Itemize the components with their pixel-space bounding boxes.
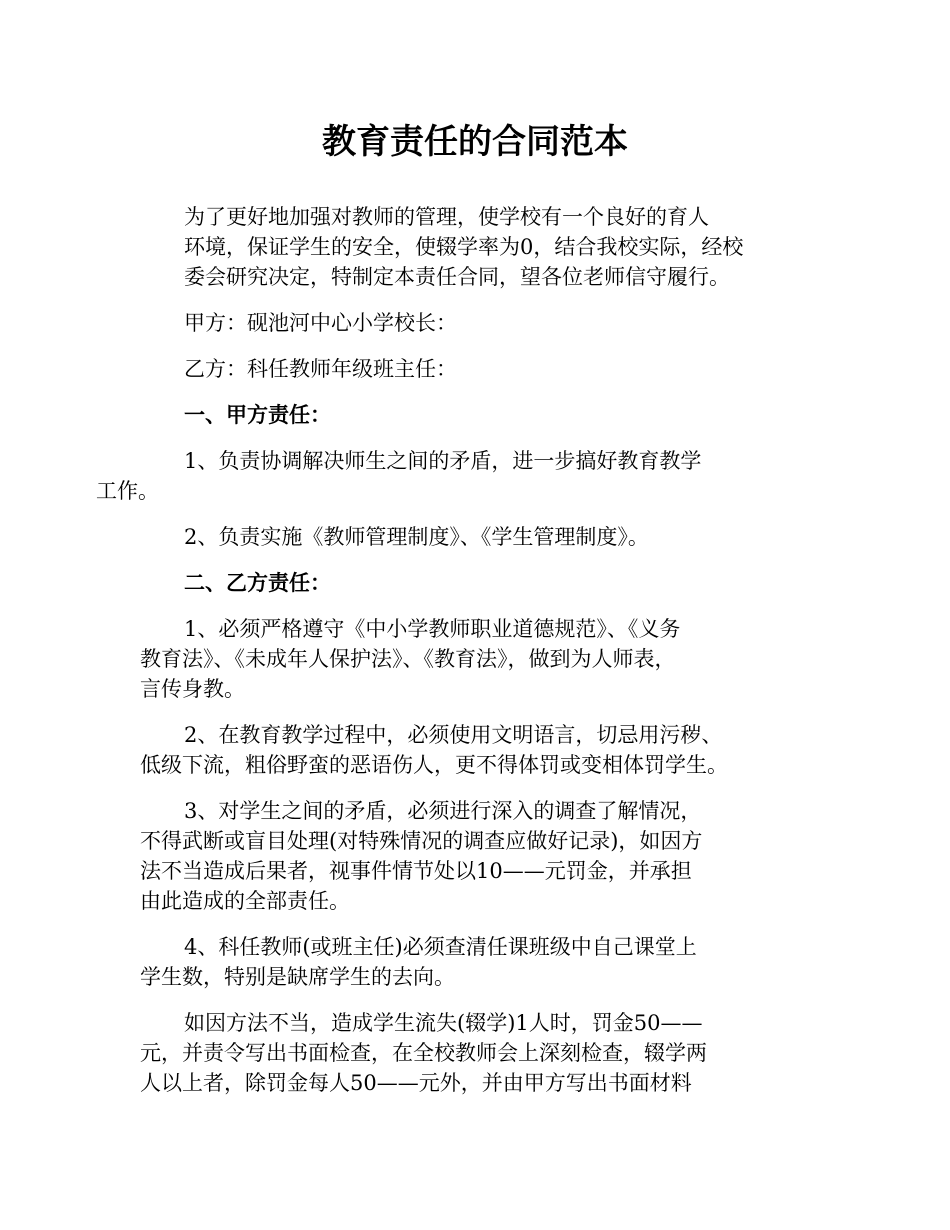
- party-b-line: [140, 354, 830, 384]
- document-body: [96, 202, 830, 1114]
- text-line: 法不当造成后果者，视事件情节处以10——元罚金，并承担: [140, 859, 692, 883]
- text-line: 委会研究决定，特制定本责任合同，望各位老师信守履行。: [184, 265, 730, 289]
- text-line: 元，并责令写出书面检查，在全校教师会上深刻检查，辍学两: [140, 1041, 707, 1065]
- text-line: 不得武断或盲目处理(对特殊情况的调查应做好记录)，如因方: [140, 829, 703, 853]
- party-a-line: [140, 308, 830, 338]
- text-line: 甲方：砚池河中心小学校长：: [184, 311, 457, 335]
- text-line: 为了更好地加强对教师的管理，使学校有一个良好的育人: [184, 205, 709, 229]
- text-line: 1、负责协调解决师生之间的矛盾，进一步搞好教育教学: [184, 449, 702, 473]
- text-line: 环境，保证学生的安全，使辍学率为0，结合我校实际，经校: [184, 235, 744, 259]
- party-b-item-4: [140, 932, 830, 992]
- text-line: 乙方：科任教师年级班主任：: [184, 357, 457, 381]
- document-title: 教育责任的合同范本: [322, 122, 628, 162]
- text-line: 4、科任教师(或班主任)必须查清任课班级中自己课堂上: [184, 935, 697, 959]
- text-line: 学生数，特别是缺席学生的去向。: [140, 965, 455, 989]
- text-line: 由此造成的全部责任。: [140, 889, 350, 913]
- text-line: 言传身教。: [140, 677, 245, 701]
- section-heading-party-b: [140, 568, 830, 598]
- text-line: 1、必须严格遵守《中小学教师职业道德规范》、《义务: [184, 617, 681, 641]
- party-b-item-3: [140, 796, 830, 916]
- text-line: 人以上者，除罚金每人50——元外，并由甲方写出书面材料: [140, 1071, 692, 1095]
- text-line: 二、乙方责任：: [184, 571, 331, 595]
- text-line: 2、负责实施《教师管理制度》、《学生管理制度》。: [184, 525, 649, 549]
- text-line: 3、对学生之间的矛盾，必须进行深入的调查了解情况，: [184, 799, 702, 823]
- party-b-item-1: [140, 614, 830, 704]
- party-a-item-1: [96, 446, 830, 506]
- party-b-item-2: [140, 720, 830, 780]
- text-line: 低级下流，粗俗野蛮的恶语伤人，更不得体罚或变相体罚学生。: [140, 753, 728, 777]
- text-line: 2、在教育教学过程中，必须使用文明语言，切忌用污秽、: [184, 723, 723, 747]
- text-line: 工作。: [96, 479, 159, 503]
- section-heading-party-a: [140, 400, 830, 430]
- text-line: 如因方法不当，造成学生流失(辍学)1人时，罚金50——: [184, 1011, 703, 1035]
- party-a-item-2: [140, 522, 830, 552]
- text-line: 教育法》、《未成年人保护法》、《教育法》，做到为人师表，: [140, 647, 676, 671]
- intro-paragraph: [140, 202, 830, 292]
- text-line: 一、甲方责任：: [184, 403, 331, 427]
- penalty-paragraph: [140, 1008, 830, 1098]
